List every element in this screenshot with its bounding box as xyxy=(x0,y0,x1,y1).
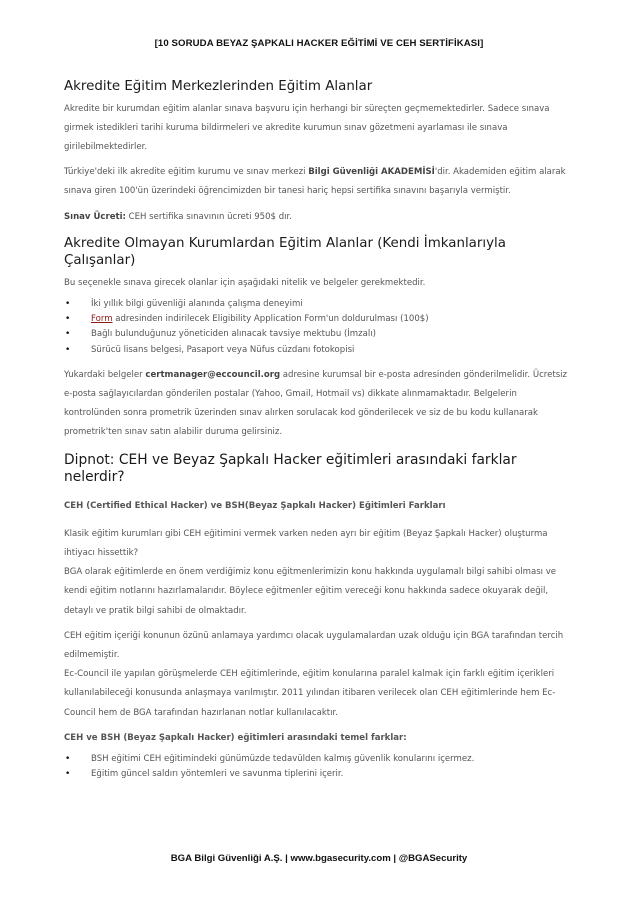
paragraph-exam-fee: Sınav Ücreti: CEH sertifika sınavının ücreti 950$ dır. xyxy=(64,211,292,222)
list-item: • BSH eğitimi CEH eğitimindeki günümüzde tedavülden kalmış güvenlik konularını içermez. xyxy=(64,752,576,767)
paragraph-accredited-process: Akredite bir kurumdan eğitim alanlar sınava başvuru için herhangi bir süreçten geçmemektedirler. Sadece sınava girmek istedikleri tarihi kuruma bildirmeleri ve akredite kurumun sınav gözetmeni ayarlaması ile sınava girilebilmektedirler. xyxy=(64,103,550,152)
exam-fee-label: Sınav Ücreti: xyxy=(64,211,126,222)
section-title-footnote: Dipnot: CEH ve Beyaz Şapkalı Hacker eğitimleri arasındaki farklar nelerdir? xyxy=(64,451,517,486)
email-address: certmanager@eccouncil.org xyxy=(145,369,281,380)
section-title-non-accredited: Akredite Olmayan Kurumlardan Eğitim Alanlar (Kendi İmkanlarıyla Çalışanlar) xyxy=(64,235,506,269)
subtitle-differences: CEH (Certified Ethical Hacker) ve BSH(Beyaz Şapkalı Hacker) Eğitimleri Farkları xyxy=(64,500,446,511)
paragraph-why-separate: Klasik eğitim kurumları gibi CEH eğitimini vermek varken neden ayrı bir eğitim (Beyaz Şapkalı Hacker) oluşturma ihtiyacı hissettik? BGA olarak eğitimlerde en önem verdiğimiz konu eğitmenlerimizin konu hakkında uygulamalı bilgi sahibi olması ve kendi eğitim notlarını hazırlamalarıdır. Böylece eğitmenler eğitim vereceği konu hakkında sadece okuyarak değil, detaylı ve pratik bilgi sahibi de olmaktadır. xyxy=(64,528,557,616)
list-item: • Form adresinden indirilecek Eligibility Application Form'un doldurulması (100$) xyxy=(64,312,576,327)
list-item: • İki yıllık bilgi güvenliği alanında çalışma deneyimi xyxy=(64,297,576,312)
academy-name: Bilgi Güvenliği AKADEMİSİ xyxy=(308,167,435,178)
paragraph-ceh-content: CEH eğitim içeriği konunun özünü anlamaya yardımcı olacak uygulamalardan uzak olduğu için BGA tarafından tercih edilmemiştir. Ec-Council ile yapılan görüşmelerde CEH eğitimlerinde, eğitim konularına paralel kalmak için farklı eğitim içerikleri kullanılabileceği konusunda anlaşmaya varılmıştır. 2011 yılından itibaren verilecek olan CEH eğitimlerinde hem Ec-Council hem de BGA tarafından hazırlanan notlar kullanılacaktır. xyxy=(64,630,564,718)
page-header: [10 SORUDA BEYAZ ŞAPKALI HACKER EĞİTİMİ VE CEH SERTİFİKASI] xyxy=(154,38,484,49)
paragraph-requirements-intro: Bu seçenekle sınava girecek olanlar için aşağıdaki nitelik ve belgeler gerekmektedir. xyxy=(64,277,426,288)
subtitle-key-differences: CEH ve BSH (Beyaz Şapkalı Hacker) eğitimleri arasındaki temel farklar: xyxy=(64,732,407,743)
section-title-accredited: Akredite Eğitim Merkezlerinden Eğitim Alanlar xyxy=(64,79,373,94)
requirements-list xyxy=(64,297,576,358)
form-link[interactable]: Form xyxy=(91,314,113,325)
paragraph-academy: Türkiye'deki ilk akredite eğitim kurumu ve sınav merkezi Bilgi Güvenliği AKADEMİSİ'dir. Akademiden eğitim alarak sınava giren 100'ün üzerindeki öğrencimizden bir tanesi hariç hepsi sertifika sınavını başarıyla vermiştir. xyxy=(64,167,566,197)
list-item: • Sürücü lisans belgesi, Pasaport veya Nüfus cüzdanı fotokopisi xyxy=(64,343,576,358)
paragraph-email-submission: Yukardaki belgeler certmanager@eccouncil.org adresine kurumsal bir e-posta adresinden gönderilmelidir. Ücretsiz e-posta sağlayıcılardan gönderilen postalar (Yahoo, Gmail, Hotmail vs) dikkate alınmamaktadır. Belgelerin kontrolünden sonra prometrik üzerinden sınav alırken sorulacak kod gönderilecek ve siz de bu kodu kullanarak prometrik'ten sınav satın alabilir duruma gelirsiniz. xyxy=(64,369,568,438)
list-item: • Eğitim güncel saldırı yöntemleri ve savunma tiplerini içerir. xyxy=(64,767,576,782)
list-item: • Bağlı bulunduğunuz yöneticiden alınacak tavsiye mektubu (İmzalı) xyxy=(64,327,576,342)
document-body xyxy=(64,78,576,790)
page-footer: BGA Bilgi Güvenliği A.Ş. | www.bgasecurity.com | @BGASecurity xyxy=(170,853,468,864)
differences-list xyxy=(64,752,576,782)
